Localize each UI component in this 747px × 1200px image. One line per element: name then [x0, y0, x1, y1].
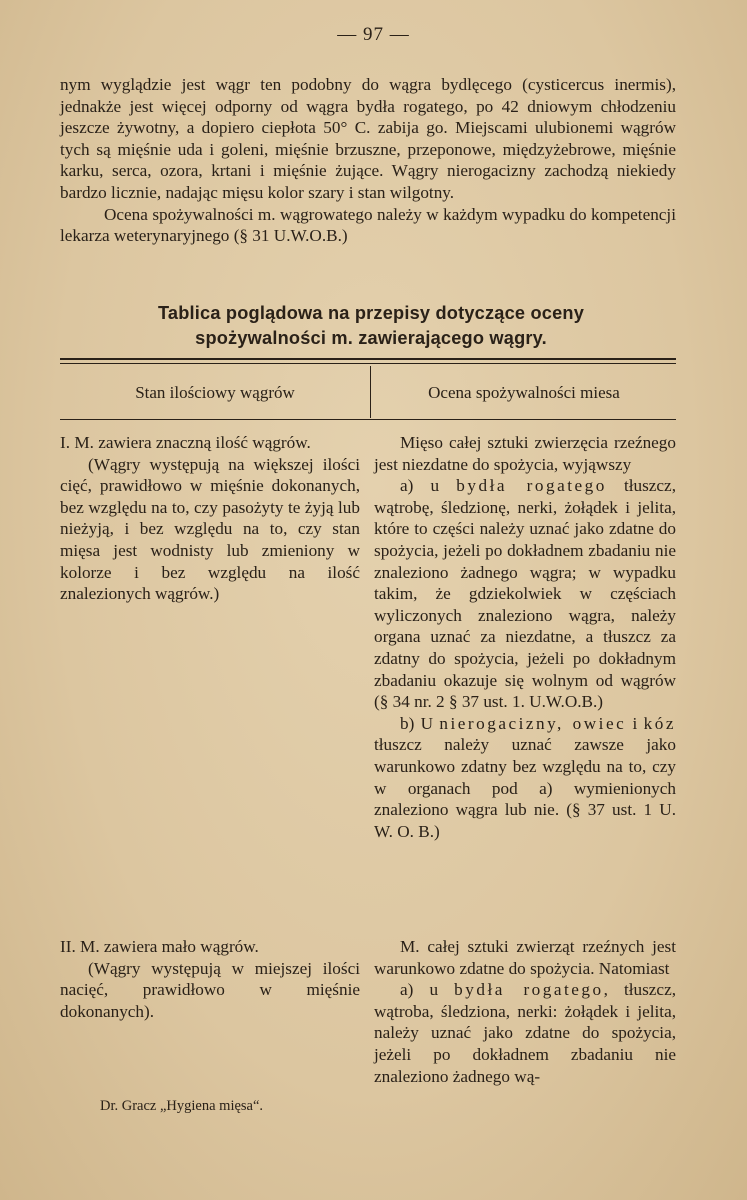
row-2-a-text: , tłuszcz, wątroba, śledziona, nerki: żołądek i jelita, należy uznać jako zdatne do spożycia, jeżeli po dokładnem zbadaniu nie znaleziono żadnego wą-	[374, 980, 676, 1086]
table-top-rule	[60, 358, 676, 364]
row-1-b-prefix: b) U	[400, 713, 440, 733]
paragraph-2: Ocena spożywalności m. wągrowatego należy w każdym wypadku do kompetencji lekarza weterynaryjnego (§ 31 U.W.O.B.)	[60, 204, 676, 246]
row-1-a-text: tłuszcz, wątrobę, śledzionę, nerki, żołądek i jelita, które to części należy uznać jako zdatne do spożycia, jeżeli po dokładnem zbadaniu nie znaleziono żadnego wągra; w wypadku takim, że gdziekolwiek w częściach wyliczonych znaleziono wągra, należy organa uznać za niezdatne, a tłuszcz za zdatny do spożycia, jeżeli po dokładnym zbadaniu okazuje się wolnym od wągrów (§ 34 nr. 2 § 37 ust. 1. U.W.O.B.)	[374, 476, 676, 712]
row-2-intro: M. całej sztuki zwierząt rzeźnych jest warunkowo zdatne do spożycia. Natomiast	[374, 937, 676, 978]
row-1-b-pigs-sheep: nierogacizny, owiec	[439, 713, 627, 733]
column-header-assessment: Ocena spożywalności miesa	[428, 383, 620, 402]
row-2-a-prefix: a) u	[400, 980, 455, 1000]
row-2-a-cattle: bydła rogatego	[454, 980, 604, 1000]
row-1-a-cattle: bydła rogatego	[456, 476, 607, 496]
intro-text	[60, 74, 676, 247]
column-header-quantity: Stan ilościowy wągrów	[135, 383, 295, 402]
row-1-b-and: i	[626, 713, 644, 733]
row-2-condition: II. M. zawiera mało wągrów.	[60, 937, 259, 956]
row-1-left-cell	[60, 432, 360, 605]
table-title-line-2: spożywalności m. zawierającego wągry.	[195, 328, 547, 348]
row-1-note: (Wągry występują na większej ilości cięć, prawidłowo w mięśnie dokonanych, bez względu na to, czy pasożyty te żyją lub nieżyją, i bez względu na to, czy stan mięsa jest wodnisty lub zmieniony w kolorze i bez względu na ilość znalezionych wągrów.)	[60, 454, 360, 604]
footer-source: Dr. Gracz „Hygiena mięsa“.	[100, 1098, 264, 1114]
row-1-point-a	[374, 475, 676, 713]
table-title-line-1: Tablica poglądowa na przepisy dotyczące oceny	[157, 303, 585, 323]
row-2-point-a	[374, 979, 676, 1087]
row-2-left-cell	[60, 936, 360, 1022]
row-1-point-b	[374, 713, 676, 843]
page-number: — 97 —	[337, 24, 410, 45]
row-1-intro: Mięso całej sztuki zwierzęcia rzeźnego jest niezdatne do spożycia, wyjąwszy	[374, 433, 676, 474]
row-2-right-cell	[374, 936, 676, 1087]
paragraph-1: nym wyglądzie jest wągr ten podobny do wągra bydlęcego (cysticercus inermis), jednakże jest więcej odporny od wągra bydła rogatego, po 42 dniowym chłodzeniu jeszcze żywotny, a dopiero ciepłota 50° C. zabija go. Miejscami ulubionemi wągrów tych są mięśnie uda i goleni, mięśnie brzuszne, przeponowe, międzyżebrowe, mięśnie karku, serca, ozora, krtani i mięśnie żujące. Wągry nierogacizny zachodzą niekiedy bardzo licznie, nadając mięsu kolor szary i stan wilgotny.	[60, 75, 676, 202]
row-1-b-text: tłuszcz należy uznać zawsze jako warunkowo zdatny bez względu na to, czy w organach pod a) wymienionych znaleziono wągra lub nie. (§ 37 ust. 1 U. W. O. B.)	[374, 735, 676, 841]
row-2-note: (Wągry występują w miejszej ilości nacięć, prawidłowo w mięśnie dokonanych).	[60, 958, 360, 1021]
row-1-condition: I. M. zawiera znaczną ilość wągrów.	[60, 433, 311, 452]
header-column-divider	[370, 366, 371, 418]
row-1-right-cell	[374, 432, 676, 842]
row-1-b-goats: kóz	[643, 713, 676, 733]
table-title	[56, 301, 686, 351]
row-1-a-prefix: a) u	[400, 476, 457, 496]
table-header-rule	[60, 419, 676, 420]
